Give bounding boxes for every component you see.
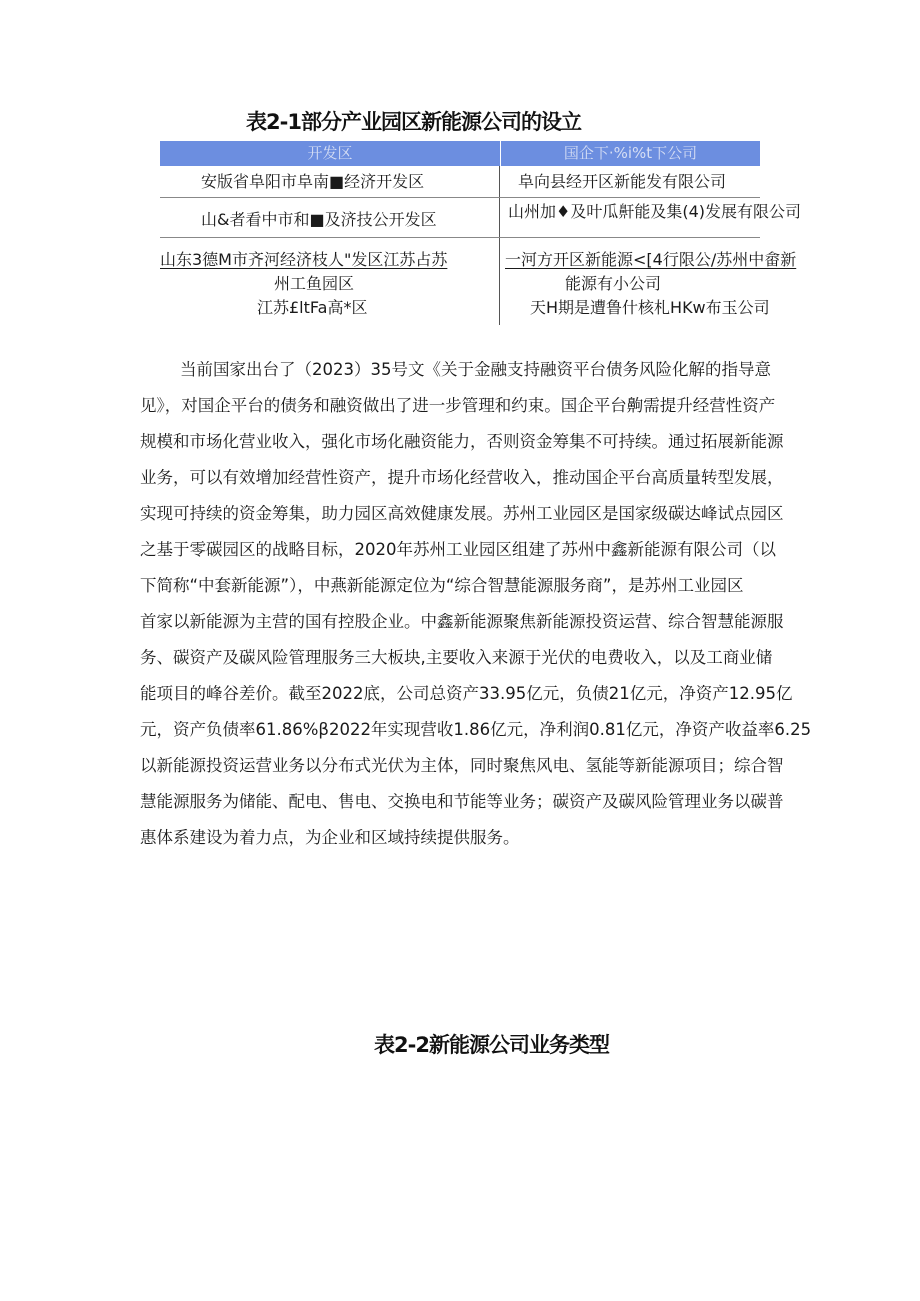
paragraph-line: 能项目的峰谷差价。截至2022底，公司总资产33.95亿元，负债21亿元，净资产12.95亿 [140,684,793,703]
table-cell-company-3-line-2: 能源有小公司 [565,274,662,293]
table-cell-company-2: 山州加♦及叶瓜鼾能及集(4)发展有限公司 [508,202,802,221]
row-divider [160,197,760,198]
column-divider [499,166,500,325]
paragraph-line: 元，资产负债率61.86%β2022年实现营收1.86亿元，净利润0.81亿元，净资产收益率6.25 [140,720,812,739]
table-cell-company-1: 阜向县经开区新能发有限公司 [518,172,727,191]
industrial-park-table [160,141,802,325]
table-cell-zone-1: 安版省阜阳市阜南■经济开发区 [201,172,425,191]
table-cell-zone-2: 山&者看中市和■及济技公开发区 [201,210,437,229]
table-cell-zone-3-line-3: 江苏£ltFa高*区 [257,298,368,317]
table-2-2-caption: 表2-2新能源公司业务类型 [374,1033,609,1057]
paragraph-line: 见》，对国企平台的债务和融资做出了进一步管理和约束。国企平台齁需提升经营性资产 [140,396,776,415]
column-header-development-zone: 开发区 [307,144,353,162]
paragraph-line: 以新能源投资运营业务以分布式光伏为主体，同时聚焦风电、氢能等新能源项目；综合智 [140,756,784,775]
table-2-1-caption: 表2-1部分产业园区新能源公司的设立 [246,110,581,134]
paragraph-line: 业务，可以有效增加经营性资产，提升市场化经营收入，推动国企平台高质量转型发展， [140,468,784,487]
paragraph-line: 规模和市场化营业收入，强化市场化融资能力，否则资金筹集不可持续。通过拓展新能源 [140,432,784,451]
body-paragraph [140,352,812,856]
paragraph-line: 首家以新能源为主营的国有控股企业。中鑫新能源聚焦新能源投资运营、综合智慧能源服 [140,612,784,631]
column-header-company: 国企下·%i%t下公司 [563,144,698,162]
table-header-row [160,141,760,166]
table-cell-company-3-line-3: 天H期是遭鲁什核札HKw布玉公司 [530,298,770,317]
paragraph-line: 下简称“中套新能源”），中燕新能源定位为“综合智慧能源服务商”，是苏州工业园区 [140,576,744,595]
table-cell-zone-3-line-1: 山东3德M市齐河经济枝人"发区江苏占苏 [160,250,448,269]
paragraph-line: 当前国家出台了（2023）35号文《关于金融支持融资平台债务风险化解的指导意 [180,360,771,379]
table-cell-zone-3-line-2: 州工鱼园区 [274,274,355,293]
paragraph-line: 惠体系建设为着力点，为企业和区域持续提供服务。 [140,828,520,847]
table-cell-company-3-line-1: 一河方开区新能源<[4行限公/苏州中畲新 [505,250,797,269]
row-divider [160,237,760,238]
paragraph-line: 之基于零碳园区的战略目标，2020年苏州工业园区组建了苏州中鑫新能源有限公司（以 [140,540,776,559]
paragraph-line: 实现可持续的资金筹集，助力园区高效健康发展。苏州工业园区是国家级碳达峰试点园区 [140,504,784,523]
paragraph-line: 慧能源服务为储能、配电、售电、交换电和节能等业务；碳资产及碳风险管理业务以碳普 [140,792,784,811]
paragraph-line: 务、碳资产及碳风险管理服务三大板块,主要收入来源于光伏的电费收入，以及工商业储 [140,648,773,667]
